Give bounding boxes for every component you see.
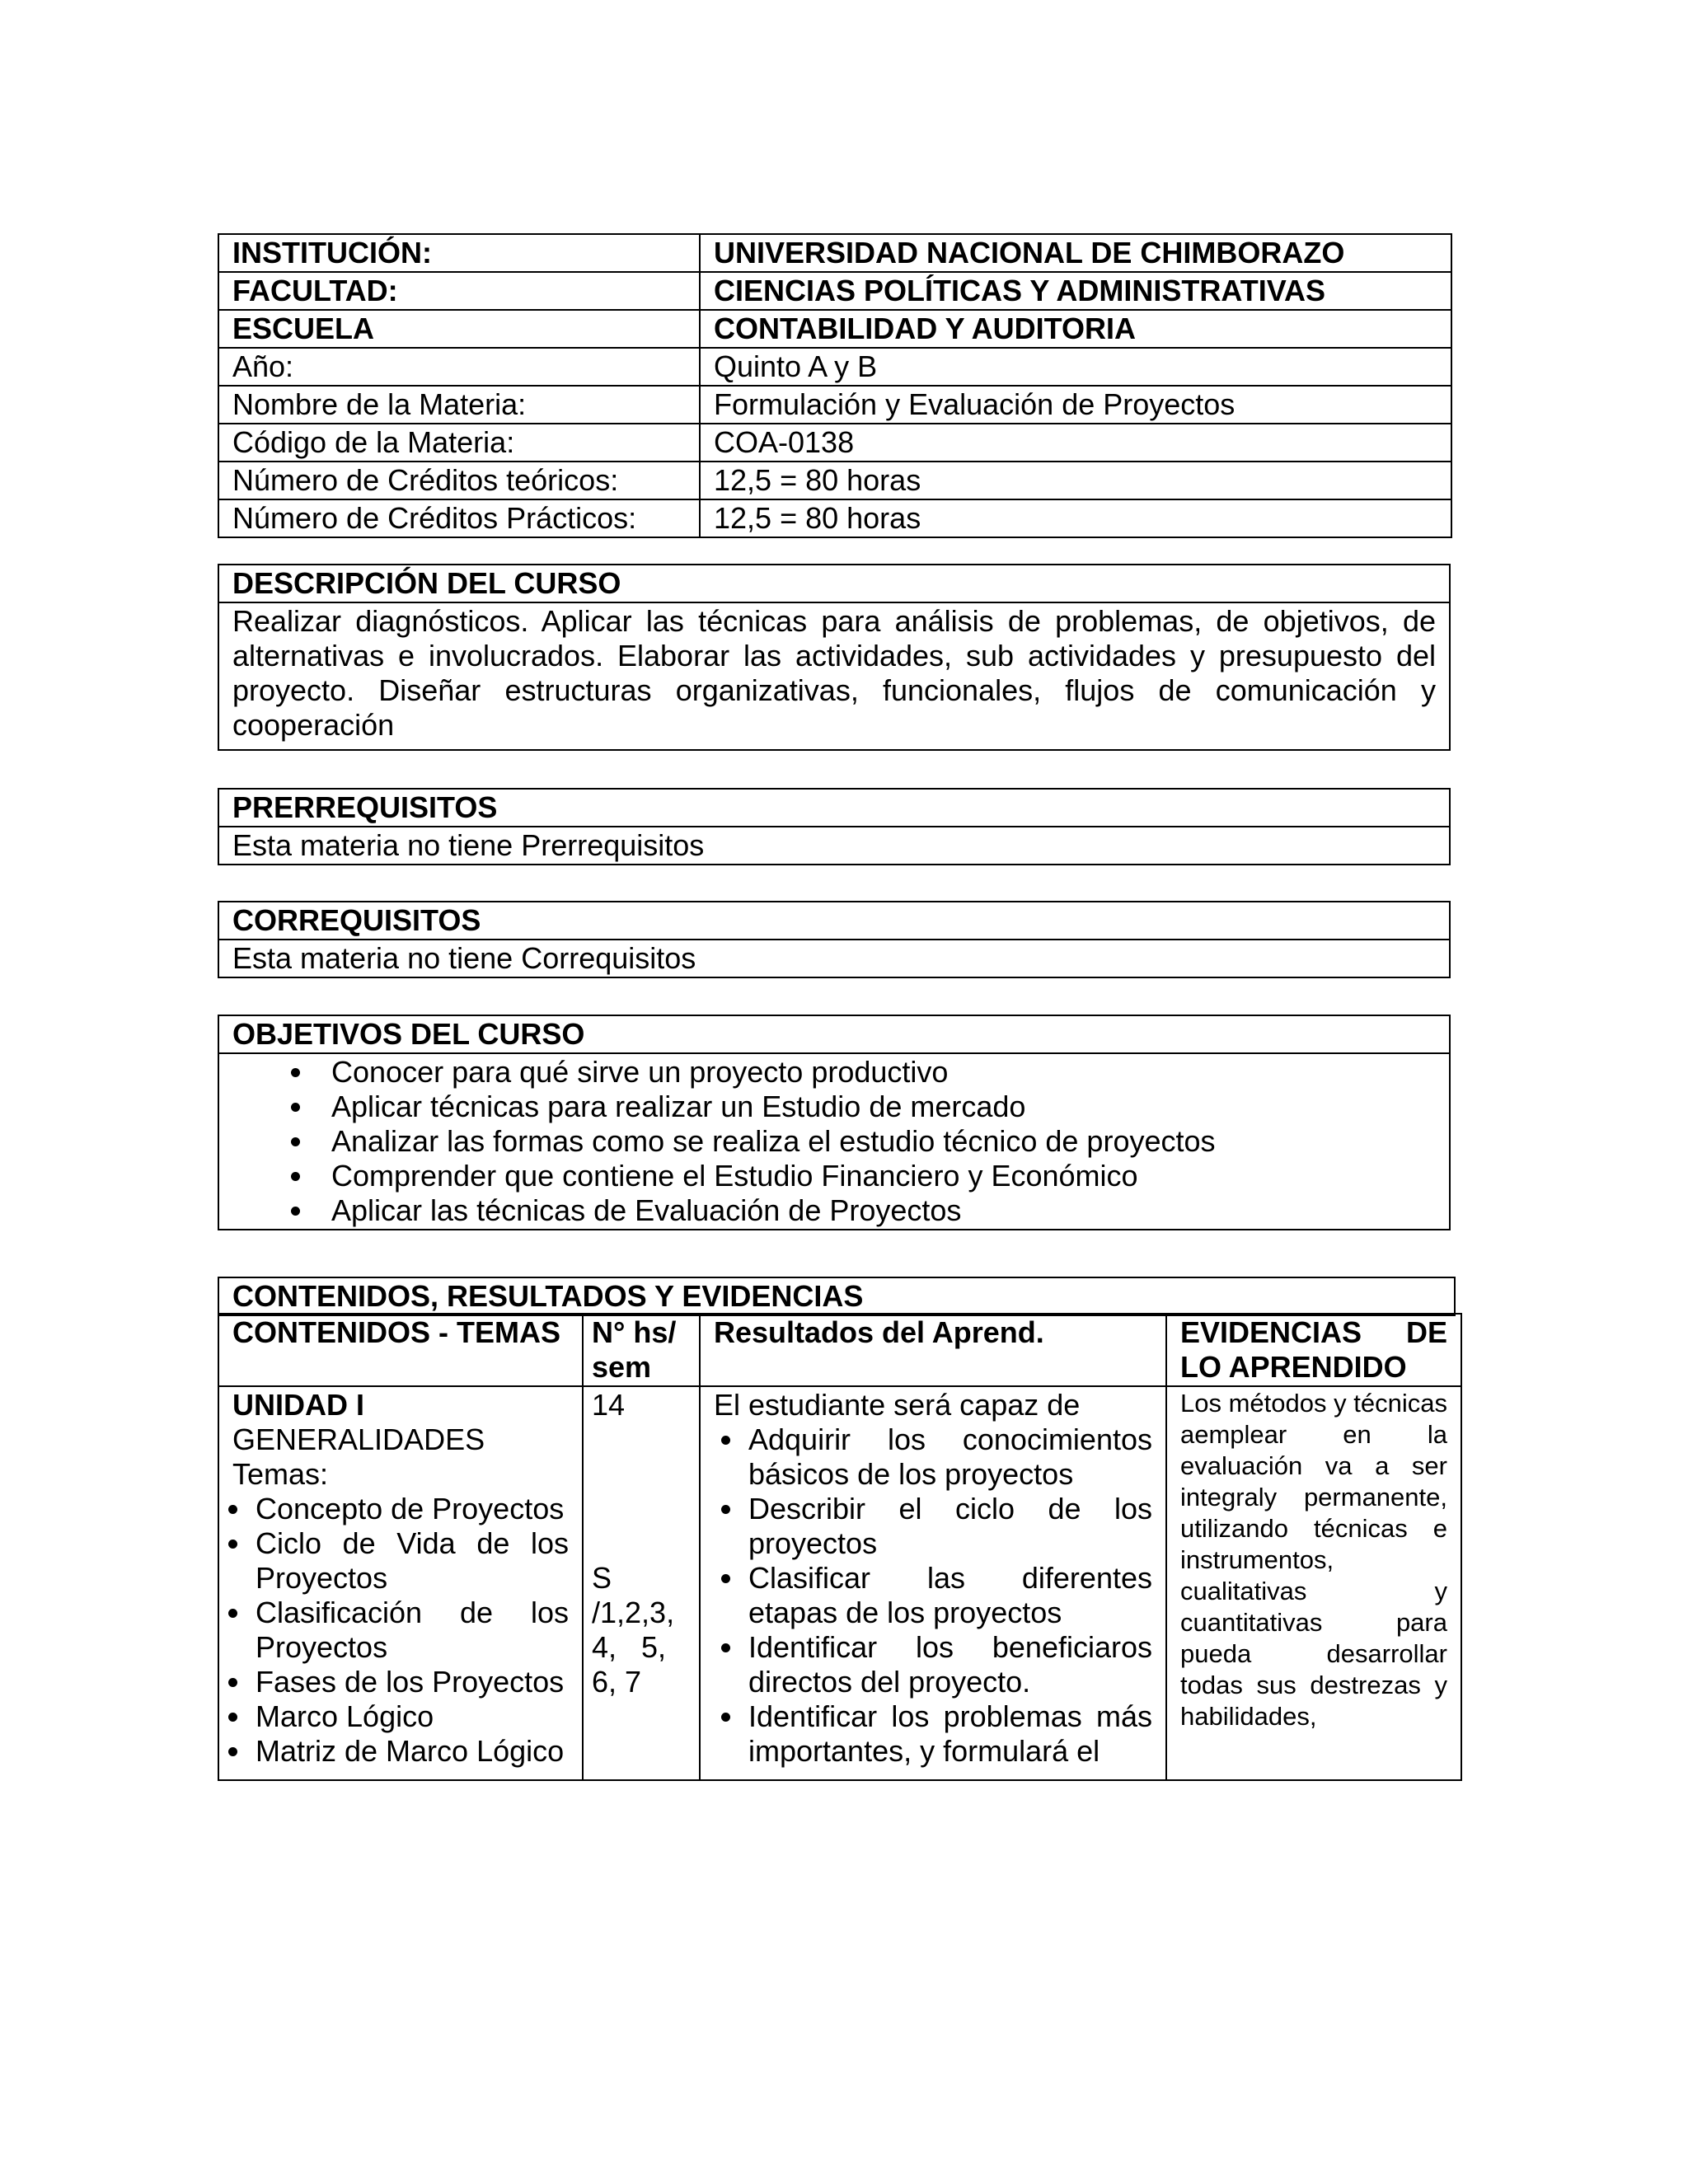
weeks-line2: 4, 5, — [592, 1630, 667, 1664]
info-label: FACULTAD: — [218, 272, 700, 310]
course-description-table — [218, 564, 1451, 751]
header-resultados: Resultados del Aprend. — [700, 1314, 1166, 1386]
info-label: ESCUELA — [218, 310, 700, 348]
header-horas-line1: N° hs/ — [592, 1315, 677, 1349]
temas-list — [232, 1492, 569, 1769]
weeks-label: S — [592, 1561, 612, 1595]
tema-item: • Matriz de Marco Lógico — [252, 1734, 569, 1769]
resultado-item: • Identificar los beneficiaros directos del proyecto. — [745, 1630, 1152, 1699]
evidencias-cell: Los métodos y técnicas aemplear en la evaluación va a ser integraly permanente, utilizando técnicas e instrumentos, cualitativas y cuantitativas para pueda desarrollar todas sus destrezas y habilidades, — [1166, 1386, 1461, 1780]
info-row — [218, 386, 1451, 424]
info-value: UNIVERSIDAD NACIONAL DE CHIMBORAZO — [700, 234, 1451, 272]
unit-title: UNIDAD I — [232, 1388, 364, 1422]
hours-value: 14 — [592, 1388, 626, 1422]
info-value: COA-0138 — [700, 424, 1451, 462]
corequisites-table — [218, 901, 1451, 978]
header-contenidos-temas: CONTENIDOS - TEMAS — [218, 1314, 583, 1386]
header-evidencias — [1166, 1314, 1461, 1386]
header-horas-semana — [583, 1314, 700, 1386]
info-label: Número de Créditos teóricos: — [218, 462, 700, 499]
resultado-item: • Clasificar las diferentes etapas de los proyectos — [745, 1561, 1152, 1630]
resultados-list — [714, 1422, 1152, 1769]
info-label: Número de Créditos Prácticos: — [218, 499, 700, 537]
info-row — [218, 234, 1451, 272]
unit-name: GENERALIDADES — [232, 1422, 485, 1456]
info-value: 12,5 = 80 horas — [700, 462, 1451, 499]
institution-info-table — [218, 233, 1452, 538]
info-label: Año: — [218, 348, 700, 386]
unit-temas-cell — [218, 1386, 583, 1780]
resultado-item: • Describir el ciclo de los proyectos — [745, 1492, 1152, 1561]
header-horas-line2: sem — [592, 1350, 652, 1384]
corequisites-title: CORREQUISITOS — [218, 902, 1450, 940]
resultados-cell — [700, 1386, 1166, 1780]
info-label: Código de la Materia: — [218, 424, 700, 462]
hours-cell — [583, 1386, 700, 1780]
course-objectives-title: OBJETIVOS DEL CURSO — [218, 1015, 1450, 1053]
prerequisites-table — [218, 788, 1451, 865]
info-row — [218, 424, 1451, 462]
info-value: CONTABILIDAD Y AUDITORIA — [700, 310, 1451, 348]
info-value: 12,5 = 80 horas — [700, 499, 1451, 537]
tema-item: • Fases de los Proyectos — [252, 1665, 569, 1699]
weeks-line1: /1,2,3, — [592, 1596, 675, 1629]
course-objectives-cell — [218, 1053, 1450, 1230]
corequisites-text: Esta materia no tiene Correquisitos — [218, 940, 1450, 977]
resultado-item: • Identificar los problemas más importantes, y formulará el — [745, 1699, 1152, 1769]
header-evidencias-line1: EVIDENCIAS DE — [1180, 1315, 1447, 1349]
prerequisites-text: Esta materia no tiene Prerrequisitos — [218, 827, 1450, 865]
resultado-item: • Adquirir los conocimientos básicos de los proyectos — [745, 1422, 1152, 1492]
info-row — [218, 272, 1451, 310]
info-label: INSTITUCIÓN: — [218, 234, 700, 272]
objective-item: • Aplicar las técnicas de Evaluación de Proyectos — [315, 1193, 1436, 1228]
prerequisites-title: PRERREQUISITOS — [218, 789, 1450, 827]
course-description-title: DESCRIPCIÓN DEL CURSO — [218, 565, 1450, 602]
course-description-text: Realizar diagnósticos. Aplicar las técnicas para análisis de problemas, de objetivos, de alternativas e involucrados. Elaborar las actividades, sub actividades y presupuesto del proyecto. Diseñar estructuras organizativas, funcionales, flujos de comunicación y cooperación — [218, 602, 1450, 750]
tema-item: • Concepto de Proyectos — [252, 1492, 569, 1526]
temas-label: Temas: — [232, 1457, 329, 1491]
resultados-intro: El estudiante será capaz de — [714, 1388, 1081, 1422]
weeks-line3: 6, 7 — [592, 1665, 642, 1699]
objective-item: • Conocer para qué sirve un proyecto productivo — [315, 1055, 1436, 1090]
info-row — [218, 348, 1451, 386]
info-label: Nombre de la Materia: — [218, 386, 700, 424]
info-row — [218, 499, 1451, 537]
tema-item: • Clasificación de los Proyectos — [252, 1596, 569, 1665]
contents-title-table — [218, 1277, 1456, 1316]
course-objectives-table — [218, 1015, 1451, 1230]
objective-item: • Comprender que contiene el Estudio Financiero y Económico — [315, 1159, 1436, 1193]
contents-table — [218, 1313, 1462, 1781]
info-row — [218, 462, 1451, 499]
info-value: CIENCIAS POLÍTICAS Y ADMINISTRATIVAS — [700, 272, 1451, 310]
course-objectives-list — [232, 1055, 1436, 1228]
info-value: Quinto A y B — [700, 348, 1451, 386]
tema-item: • Ciclo de Vida de los Proyectos — [252, 1526, 569, 1596]
objective-item: • Analizar las formas como se realiza el estudio técnico de proyectos — [315, 1124, 1436, 1159]
objective-item: • Aplicar técnicas para realizar un Estudio de mercado — [315, 1090, 1436, 1124]
info-row — [218, 310, 1451, 348]
header-evidencias-line2: LO APRENDIDO — [1180, 1350, 1407, 1384]
tema-item: • Marco Lógico — [252, 1699, 569, 1734]
contents-title: CONTENIDOS, RESULTADOS Y EVIDENCIAS — [218, 1277, 1455, 1315]
info-value: Formulación y Evaluación de Proyectos — [700, 386, 1451, 424]
